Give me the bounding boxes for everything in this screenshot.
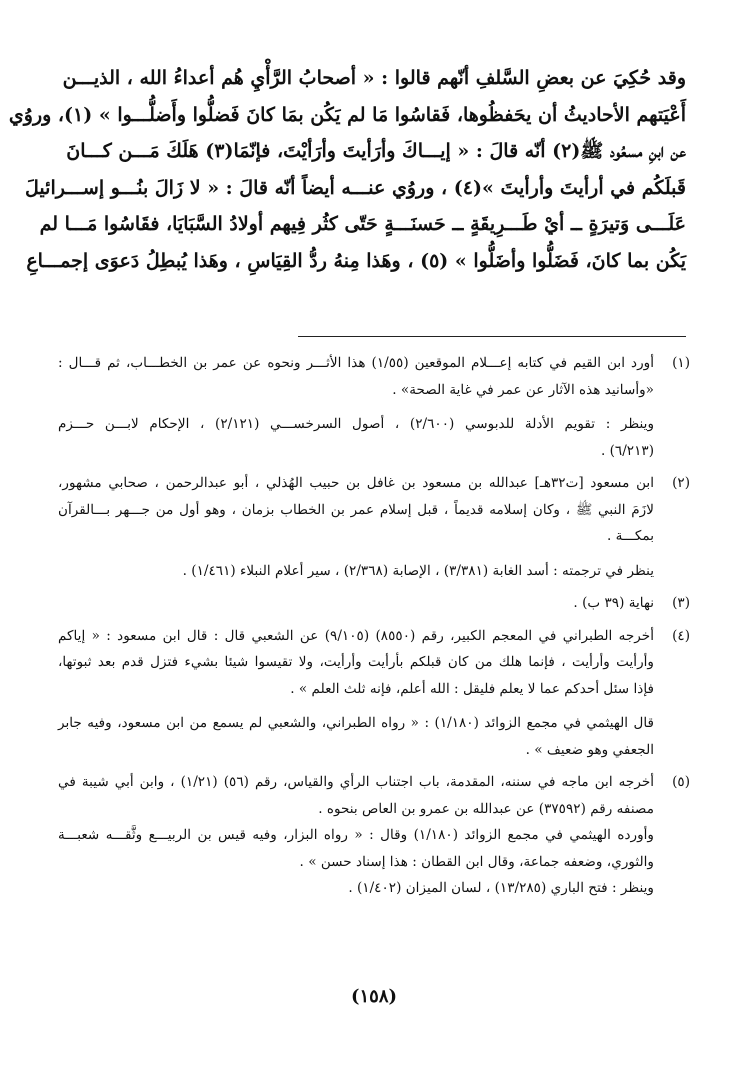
main-text-line: يَكُن بما كانَ، فَضَلُّوا وأضَلُّوا » (٥) ، وهَذا مِنهُ ردُّ القِيَاسِ ، وهَذا يُبطِلُ دَعوَى إجمـــاعِ [26, 249, 686, 272]
footnote-line: مصنفه رقم (٣٧٥٩٢) عن عبدالله بن عمرو بن العاص بنحوه . [318, 800, 654, 817]
footnote-line: أخرجه الطبراني في المعجم الكبير، رقم (٨٥٥٠) (٩/١٠٥) عن الشعبي قال : قال ابن مسعود : « إياكم [58, 627, 654, 644]
footnote-line: بمكـــة . [606, 528, 654, 544]
footnote-2 [58, 470, 690, 584]
main-text-line: عَلَـــى وَتيرَةٍ ــ أيْ طَـــرِيقَةٍ ــ حَسنَـــةٍ حَتّى كثُر فِيهم أولادُ السَّبَايَا، فقَاسُوا مَـــا لم [39, 213, 686, 235]
footnote-number: (٥) [672, 774, 690, 790]
footnote-3 [58, 590, 690, 617]
footnote-line: أخرجه ابن ماجه في سننه، المقدمة، باب اجتناب الرأي والقياس، رقم (٥٦) (١/٢١) ، وابن أبي شيبة في [58, 774, 654, 790]
footnote-number: (٢) [672, 475, 690, 491]
footnote-line: (٦/٢١٣) . [600, 442, 654, 459]
main-text-line: وقد حُكِيَ عن بعضِ السَّلفِ أنّهم قالوا : « أصحابُ الرَّأْيِ هُم أعداءُ الله ، الذيـــن [62, 67, 686, 89]
footnote-line: وينظر : تقويم الأدلة للدبوسي (٢/٦٠٠) ، أصول السرخســـي (٢/١٢١) ، الإحكام لابـــن حـــزم [58, 416, 655, 432]
footnote-number: (٤) [672, 627, 690, 644]
footnotes [58, 350, 690, 908]
footnote-line: وأرأيت وأرأيت ، فإنما هلك من كان قبلكم بأرأيت وأرأيت، ولا تقيسوا شيئا بشيء فتزل قدم بعد ثبوتها، [58, 654, 654, 670]
footnote-line: فإذا سئل أحدكم عما لا يعلم فليقل : الله أعلم، فإنه ثلث العلم » . [290, 680, 654, 697]
footnote-separator [298, 336, 686, 337]
footnote-line: الجعفي وهو ضعيف » . [525, 741, 654, 758]
footnote-line: وينظر : فتح الباري (١٣/٢٨٥) ، لسان الميزان (١/٤٠٢) . [348, 880, 654, 896]
footnote-number: (١) [672, 355, 690, 371]
footnote-line: قال الهيثمي في مجمع الزوائد (١/١٨٠) : « رواه الطبراني، والشعبي لم يسمع من ابن مسعود، وفيه جابر [58, 715, 654, 731]
footnote-line: ابن مسعود [ت٣٢هـ] عبدالله بن مسعود بن غافل بن حبيب الهُذلي ، أبو عبدالرحمن ، صحابي مشهور، [58, 475, 654, 491]
footnote-number: (٣) [672, 595, 690, 611]
main-text-line: أَعْيَتهم الأحاديثُ أن يحَفظُوها، فَقاسُوا مَا لم يَكُن بمَا كانَ فَضلُّوا وأَضلُّـــوا » (١)، وروُي [8, 103, 686, 126]
footnote-1 [58, 350, 690, 464]
main-text-line: عن ابنِ مسعُود ﷺ(٢) أنّه قالَ : « إيـــاكَ وأرَأيتَ وأرَأيْتَ، فإنّمَا(٣) هَلَكَ مَـــن كـــانَ [66, 140, 686, 162]
footnote-line: ينظر في ترجمته : أسد الغابة (٣/٣٨١) ، الإصابة (٢/٣٦٨) ، سير أعلام النبلاء (١/٤٦١) . [182, 562, 654, 579]
footnote-line: أورد ابن القيم في كتابه إعـــلام الموقعين (١/٥٥) هذا الأثـــر ونحوه عن عمر بن الخطـــاب، ثم قـــال : [58, 355, 654, 371]
footnote-line: والثوري، وضعفه جماعة، وقال ابن القطان : هذا إسناد حسن » . [299, 853, 654, 870]
page-number: (١٥٨) [350, 986, 398, 1007]
footnote-4 [58, 623, 690, 764]
footnote-line: نهاية (٣٩ ب) . [573, 595, 654, 611]
footnote-line: لازَمَ النبي ﷺ ، وكان إسلامه قديماً ، قبل إسلام عمر بن الخطاب بزمان ، وهو أول من جـــهر بـــالقرآن [58, 501, 654, 518]
footnote-5 [58, 769, 690, 902]
main-text [8, 60, 686, 279]
footnote-line: وأورده الهيثمي في مجمع الزوائد (١/١٨٠) وقال : « رواه البزار، وفيه قيس بن الربيـــع وثَّقـــه شعبـــة [58, 827, 654, 843]
footnote-line: «وأسانيد هذه الآثار عن عمر في غاية الصحة» . [392, 381, 654, 398]
main-text-line: قَبلَكُم في أرأيتَ وأرأيتَ »(٤) ، وروُي عنـــه أيضاً أنّه قالَ : « لا زَالَ بنُـــو إســـرائيلَ [25, 176, 686, 199]
